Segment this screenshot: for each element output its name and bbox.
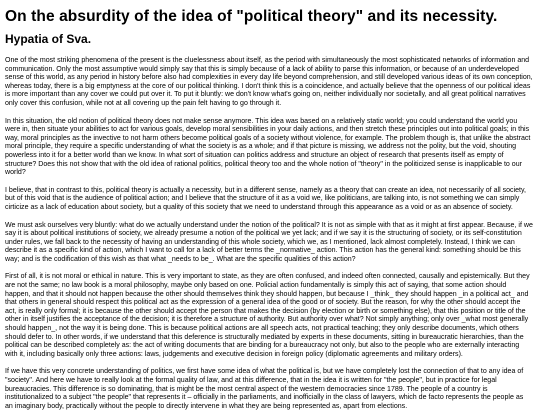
paragraph: I believe, that in contrast to this, political theory is actually a necessity, but in a different sense, namely as a theory that can create an idea, not necessarily of all society, but of this void that is the audience of political action; and I believe that the structure of it as a void we, like politicians, are talking into, is not something we can simply cirticize as a lack of education about society, but a quality of this society that we need to understand through this appearance as a void or as an absence of society. [5,186,526,211]
document-author: Hypatia of Sva. [5,32,92,46]
paragraph: We must ask ourselves very bluntly: what do we actually understand under the notion of the political? It is not as simple with that as it might at first appear. Because, if we say it is about political institutions of society, we already presume a notion of the political we yet lack; and if we say it is the structuring of society, or its self-constitution under rules, we fall back to the necessity of having an understanding of this whole society, which we, as I mentioned, lack almost completely. Instead, I think we can describe it as a specific kind of action, which I want to call for a lack of better terms the _normative_ action. This action has the general kind: something should be this way; and is the codification of this wish as that what _needs to be_. What are the specific qualities of this action? [5,221,533,263]
paragraph: First of all, it is not moral or ethical in nature. This is very important to state, as they are often confused, and indeed often connected, causally and epistemically. But they are not the same; no law book is a moral philosophy, maybe only based on one. Policial action fundamentally is simply this act of saying, that some action should happen, and that it should not happen because the other should themselves think they should happen, but because I _think_ they should happen _in a political act_ and that others in general should respect this political act as the expression of a general idea of the good or of society. But the reason, for why the other should accept the act, is really only formal; it is because the other should accept the person that makes the decision (by election or birth or something else), that this position or title of the other in itself justifies the acceptance of the decision; it is therefore a structure of authority. But authority over what? Not simply anything; only over _what most generally should happen_, not the way it is being done. This is because political actions are all speech acts, not practical teaching; they only describe documents, which others should defer to. In other words, if we understand that this deference is structurally mediated by experts in these documents, sitting in bureaucratic hierarchies, than the political can be described completely as: the act of writing documents that are binding for a bureaucracy not only, but also to the people who are externally interacting with it, including basically only three actions: laws, judgements and executive decision in foreign policy (diplomatic agreements and military orders). [5,273,530,358]
paragraph: One of the most striking phenomena of the present is the cluelessness about itself, as the period with simultaneously the most sophisticated networks of information and communication. Only the most assumptive would simply say that this is simply because of a lack of ability to parse this information, or because of an underdeveloped sense of this world, as any period in history before also had complexities in every day life beyond comprehension, and still developed various ideas of its own conception, whereas today, there is a big emptyness at the core of our political thinking. I don't think this is a coincidence, and actually believe that the openness of our political ideas is more important than any cover we could put over it. To put it bluntly: we don't know what's going on, neither individually nor societally, and all great political narratives only cover this confusion, while not at all covering up the pain felt having to go through it. [5,57,533,107]
paragraph: If we have this very concrete understanding of politics, we first have some idea of what the political is, but we have completely lost the connection of that to any idea of "society". And here we have to really look at the formal quality of law, and at this difference, that in the idea it is written for "the people", but in practice for legal bureaucracies. This difference is so dominating, that is might be the most central aspect of the western democracies since 1789. The people of a country is institutionalized to a subject "the people" that represents it – officially in the parliaments, and inofficially in the class of lawyers, which de facto represents the people as an imaginary body, practically without the people to directly intervene in what they are being represented as, apart from elections. [5,368,524,410]
document-title: On the absurdity of the idea of "political theory" and its necessity. [5,8,498,25]
paragraph: In this situation, the old notion of political theory does not make sense anymore. This idea was based on a relatively static world; you could understand the world you were in, then situate your abilities to act for various goals, develop moral sensibilities in your daily actions, and then stretch these principles out into political goals; in this way, moral principles as the invective to not harm others become political goals of a society without violence, for example. The problem though is, that unlike the abstract moral principle, they require a specific understanding of what the society is as a whole; and if that picture is missing, we address not the polity, but the void, shouting powerless into it for a better world than we know. In what sort of situation can politics address and structure an object of research that presents itself as empty of structure? Does this not show that with the old idea of rational politics, political theory too and the whole notion of "theory" in the politicized sense is inapplicable to our world? [5,117,531,177]
